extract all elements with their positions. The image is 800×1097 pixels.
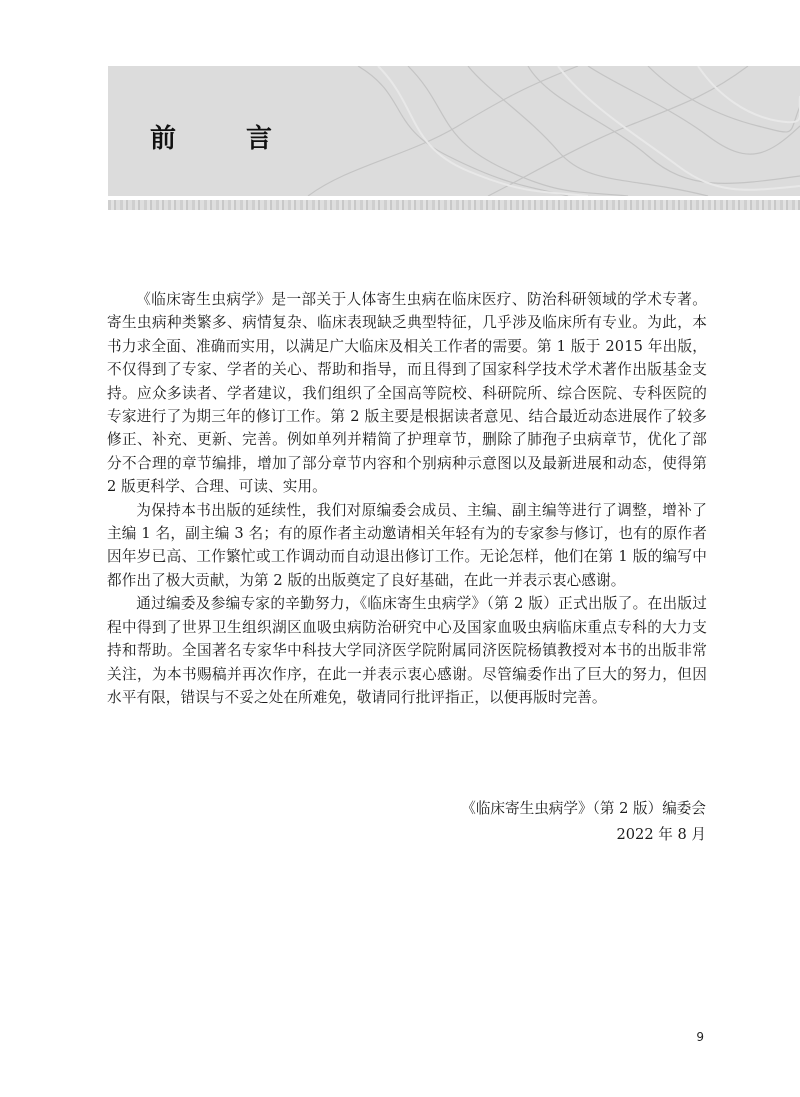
signature-date: 2022 年 8 月: [616, 826, 706, 843]
signature-committee: 《临床寄生虫病学》（第 2 版）编委会: [461, 800, 706, 817]
header-divider: [108, 200, 800, 210]
preface-body: [107, 288, 707, 709]
signature-block: [461, 796, 706, 848]
preface-paragraph: 通过编委及参编专家的辛勤努力，《临床寄生虫病学》（第 2 版）正式出版了。在出版过程中得到了世界卫生组织湖区血吸虫病防治研究中心及国家血吸虫病临床重点专科的大力支持和帮助。全国著名专家华中科技大学同济医学院附属同济医院杨镇教授对本书的出版非常关注，为本书赐稿并再次作序，在此一并表示衷心感谢。尽管编委作出了巨大的努力，但因水平有限，错误与不妥之处在所难免，敬请同行批评指正，以便再版时完善。: [107, 595, 707, 706]
page-number: 9: [696, 1030, 704, 1044]
preface-paragraph: 为保持本书出版的延续性，我们对原编委会成员、主编、副主编等进行了调整，增补了主编 1 名，副主编 3 名；有的原作者主动邀请相关年轻有为的专家参与修订，也有的原作者因年岁已高、工作繁忙或工作调动而自动退出修订工作。无论怎样，他们在第 1 版的编写中都作出了极大贡献，为第 2 版的出版奠定了良好基础，在此一并表示衷心感谢。: [107, 501, 707, 589]
preface-paragraph: 《临床寄生虫病学》是一部关于人体寄生虫病在临床医疗、防治科研领域的学术专著。寄生虫病种类繁多、病情复杂、临床表现缺乏典型特征，几乎涉及临床所有专业。为此，本书力求全面、准确而实用，以满足广大临床及相关工作者的需要。第 1 版于 2015 年出版，不仅得到了专家、学者的关心、帮助和指导，而且得到了国家科学技术学术著作出版基金支持。应众多读者、学者建议，我们组织了全国高等院校、科研院所、综合医院、专科医院的专家进行了为期三年的修订工作。第 2 版主要是根据读者意见、结合最近动态进展作了较多修正、补充、更新、完善。例如单列并精简了护理章节，删除了肺孢子虫病章节，优化了部分不合理的章节编排，增加了部分章节内容和个别病种示意图以及最新进展和动态，使得第 2 版更科学、合理、可读、实用。: [107, 291, 707, 496]
page-title: 前 言: [150, 124, 295, 154]
